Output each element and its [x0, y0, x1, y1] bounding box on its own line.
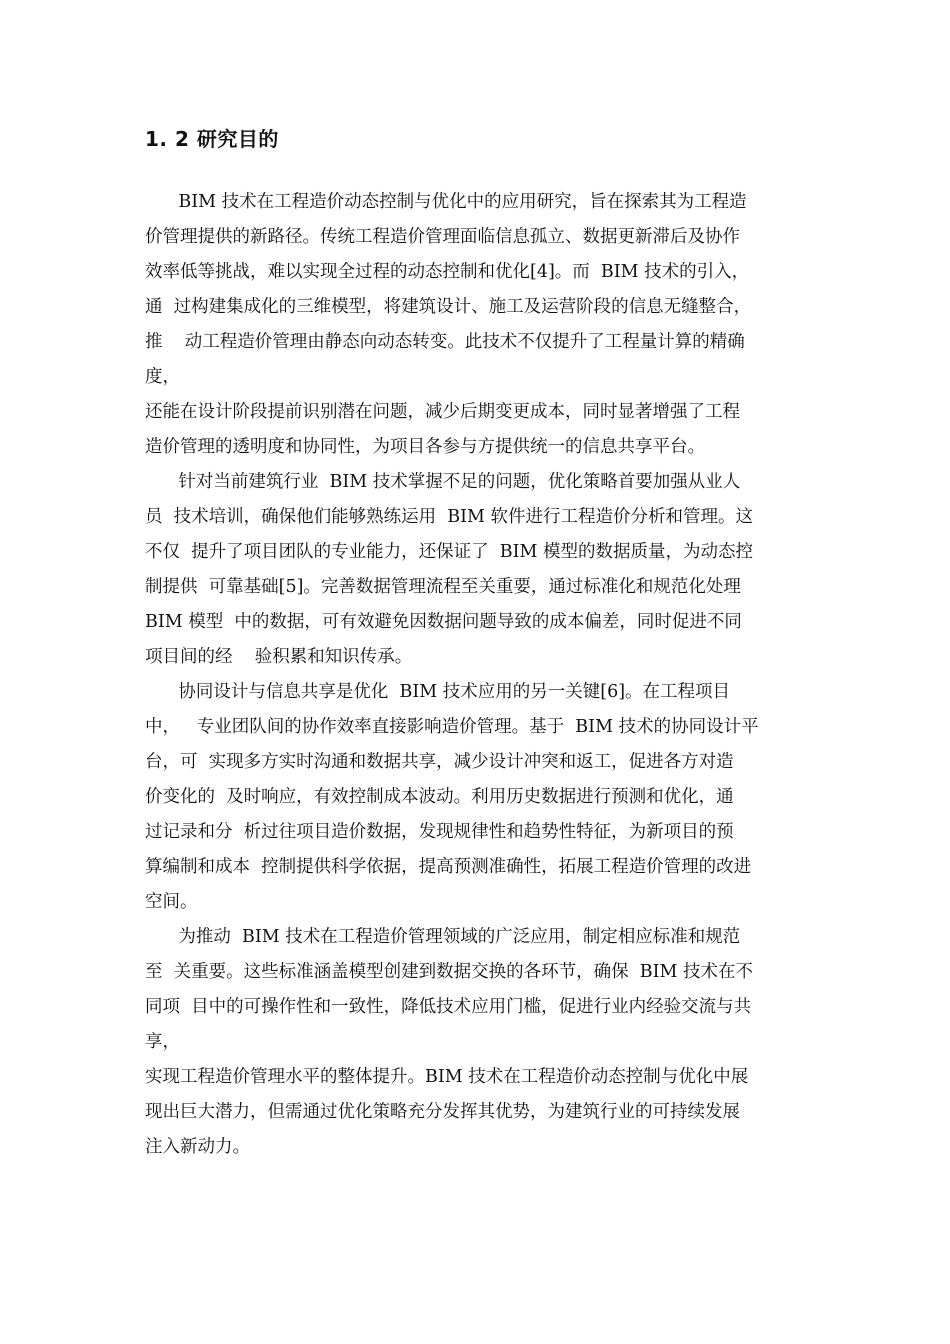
- text-line: 为推动 BIM 技术在工程造价管理领域的广泛应用，制定相应标准和规范: [145, 927, 741, 947]
- text-line: 制提供 可靠基础[5]。完善数据管理流程至关重要，通过标准化和规范化处理: [145, 577, 741, 597]
- body-text: [145, 185, 810, 1165]
- text-line: BIM 模型 中的数据，可有效避免因数据问题导致的成本偏差，同时促进不同: [145, 612, 742, 632]
- text-line: 价变化的 及时响应，有效控制成本波动。利用历史数据进行预测和优化，通: [145, 787, 734, 807]
- text-line: 空间。: [145, 892, 198, 912]
- text-line: 协同设计与信息共享是优化 BIM 技术应用的另一关键[6]。在工程项目: [145, 682, 731, 702]
- text-line: 算编制和成本 控制提供科学依据，提高预测准确性，拓展工程造价管理的改进: [145, 857, 752, 877]
- text-line: 还能在设计阶段提前识别潜在问题，减少后期变更成本，同时显著增强了工程: [145, 402, 740, 422]
- text-line: 推 动工程造价管理由静态向动态转变。此技术不仅提升了工程量计算的精确: [145, 332, 745, 352]
- text-line: 不仅 提升了项目团队的专业能力，还保证了 BIM 模型的数据质量，为动态控: [145, 542, 754, 562]
- text-line: 现出巨大潜力，但需通过优化策略充分发挥其优势，为建筑行业的可持续发展: [145, 1102, 740, 1122]
- text-line: 造价管理的透明度和协同性，为项目各参与方提供统一的信息共享平台。: [145, 437, 705, 457]
- text-line: 至 关重要。这些标准涵盖模型创建到数据交换的各环节，确保 BIM 技术在不: [145, 962, 754, 982]
- text-line: 中， 专业团队间的协作效率直接影响造价管理。基于 BIM 技术的协同设计平: [145, 717, 759, 737]
- text-line: 过记录和分 析过往项目造价数据，发现规律性和趋势性特征，为新项目的预: [145, 822, 734, 842]
- text-line: 实现工程造价管理水平的整体提升。BIM 技术在工程造价动态控制与优化中展: [145, 1067, 749, 1087]
- text-line: 同项 目中的可操作性和一致性，降低技术应用门槛，促进行业内经验交流与共: [145, 997, 752, 1017]
- text-line: 价管理提供的新路径。传统工程造价管理面临信息孤立、数据更新滞后及协作: [145, 227, 740, 247]
- text-line: 员 技术培训，确保他们能够熟练运用 BIM 软件进行工程造价分析和管理。这: [145, 507, 754, 527]
- text-line: 度，: [145, 367, 180, 387]
- section-heading: 1. 2 研究目的: [145, 127, 279, 151]
- text-line: BIM 技术在工程造价动态控制与优化中的应用研究，旨在探索其为工程造: [145, 192, 747, 212]
- text-line: 享，: [145, 1032, 180, 1052]
- text-line: 项目间的经 验积累和知识传承。: [145, 647, 413, 667]
- text-line: 通 过构建集成化的三维模型，将建筑设计、施工及运营阶段的信息无缝整合，: [145, 297, 752, 317]
- text-line: 台，可 实现多方实时沟通和数据共享，减少设计冲突和返工，促进各方对造: [145, 752, 734, 772]
- text-line: 注入新动力。: [145, 1137, 250, 1157]
- text-line: 效率低等挑战，难以实现全过程的动态控制和优化[4]。而 BIM 技术的引入，: [145, 262, 750, 282]
- text-line: 针对当前建筑行业 BIM 技术掌握不足的问题，优化策略首要加强从业人: [145, 472, 741, 492]
